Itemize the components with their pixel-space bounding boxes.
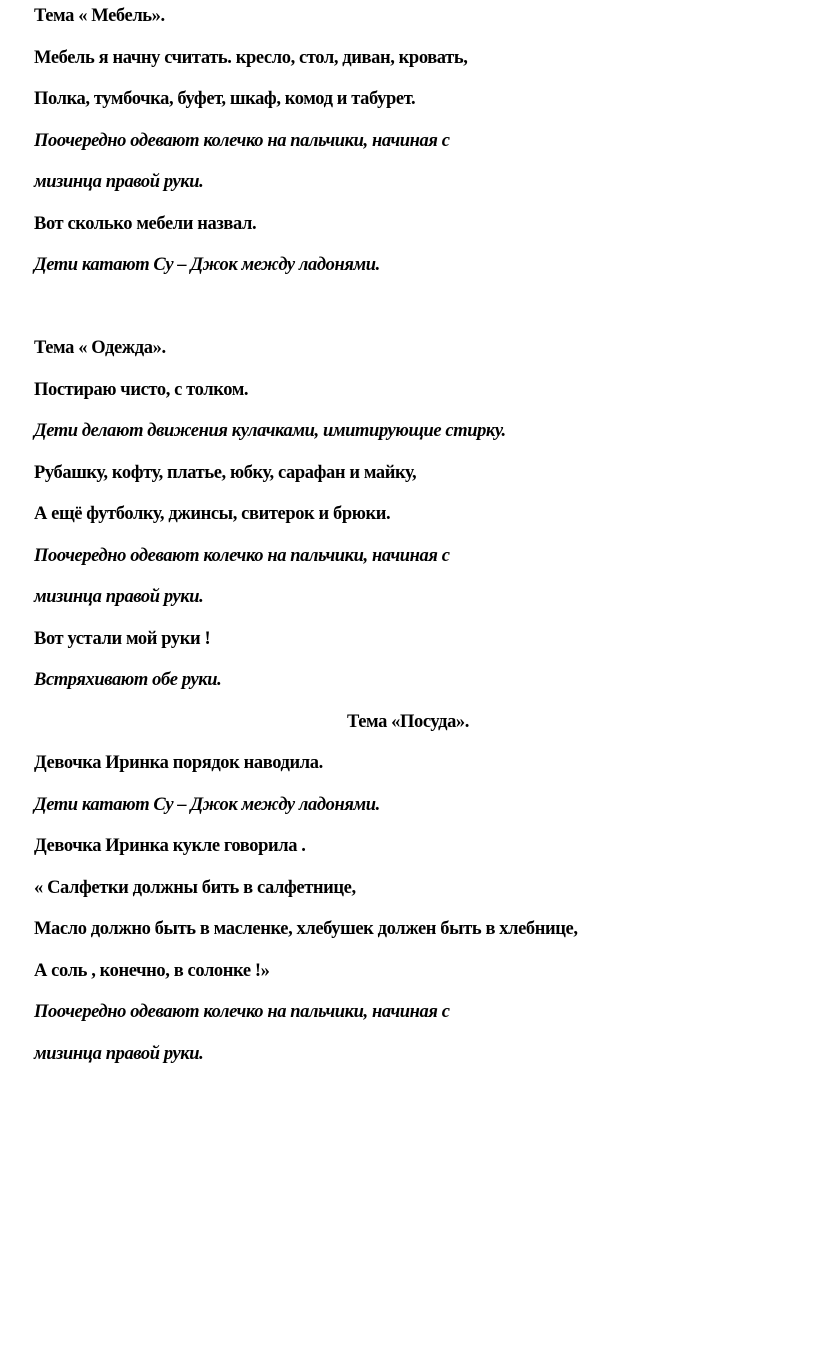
section-gap	[34, 296, 816, 338]
section-odezhda	[34, 337, 816, 711]
poem-line: Масло должно быть в масленке, хлебушек должен быть в хлебнице,	[34, 919, 578, 939]
instruction-line: мизинца правой руки.	[34, 587, 204, 607]
poem-line: Девочка Иринка кукле говорила .	[34, 836, 306, 856]
section-heading: Тема « Мебель».	[34, 6, 165, 26]
instruction-line: Поочередно одевают колечко на пальчики, начиная с	[34, 1002, 450, 1022]
poem-line: « Салфетки должны бить в салфетнице,	[34, 877, 356, 898]
instruction-line: мизинца правой руки.	[34, 1043, 204, 1064]
instruction-line: Поочередно одевают колечко на пальчики, начиная с	[34, 130, 450, 151]
instruction-line: мизинца правой руки.	[34, 172, 204, 192]
poem-line: Вот устали мой руки !	[34, 628, 211, 649]
poem-line: Мебель я начну считать. кресло, стол, диван, кровать,	[34, 47, 468, 68]
section-mebel	[34, 5, 816, 296]
poem-line: Рубашку, кофту, платье, юбку, сарафан и майку,	[34, 462, 417, 483]
poem-line: Вот сколько мебели назвал.	[34, 213, 257, 234]
poem-line: А соль , конечно, в солонке !»	[34, 960, 270, 981]
instruction-line: Поочередно одевают колечко на пальчики, начиная с	[34, 545, 450, 566]
section-posuda	[34, 711, 816, 1085]
instruction-line: Дети делают движения кулачками, имитирующие стирку.	[34, 421, 506, 441]
poem-line: Постираю чисто, с толком.	[34, 379, 249, 400]
instruction-line: Встряхивают обе руки.	[34, 670, 222, 690]
poem-line: Девочка Иринка порядок наводила.	[34, 753, 323, 773]
instruction-line: Дети катают Су – Джок между ладонями.	[34, 255, 380, 275]
section-heading: Тема «Посуда».	[346, 711, 470, 732]
instruction-line: Дети катают Су – Джок между ладонями.	[34, 794, 380, 815]
section-heading: Тема « Одежда».	[34, 338, 166, 358]
poem-line: Полка, тумбочка, буфет, шкаф, комод и табурет.	[34, 89, 416, 109]
poem-line: А ещё футболку, джинсы, свитерок и брюки.	[34, 504, 391, 524]
